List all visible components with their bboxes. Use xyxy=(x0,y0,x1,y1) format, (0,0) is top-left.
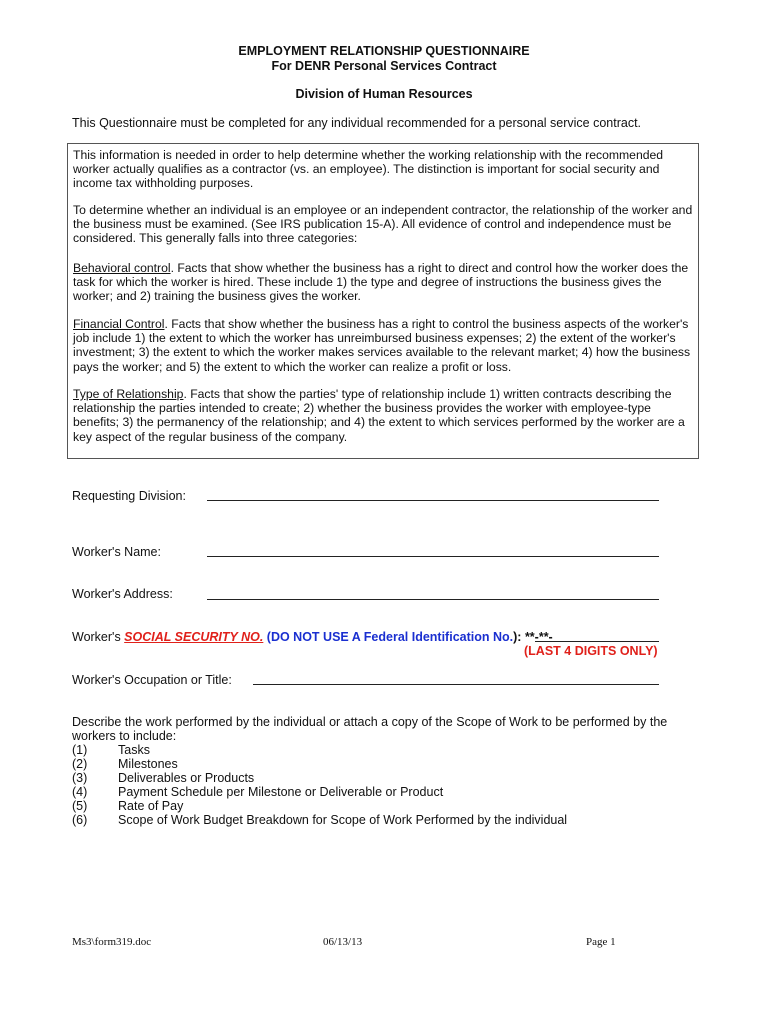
ssn-row xyxy=(72,630,553,644)
list-item-text: Scope of Work Budget Breakdown for Scope of Work Performed by the individual xyxy=(118,813,568,827)
list-item-number: (6) xyxy=(72,813,88,827)
list-item-text: Deliverables or Products xyxy=(118,771,255,785)
ssn-value[interactable]: **-**- xyxy=(524,630,553,644)
behavioral-control-paragraph xyxy=(73,261,697,304)
list-item-text: Milestones xyxy=(118,757,178,771)
occupation-label: Worker's Occupation or Title: xyxy=(72,673,232,687)
workers-name-label: Worker's Name: xyxy=(72,545,161,559)
ssn-last4-note: (LAST 4 DIGITS ONLY) xyxy=(524,644,658,658)
type-of-relationship-text: . Facts that show the parties' type of relationship include 1) written contracts describing the relationship the parties intended to create; 2) whether the business provides the worker with employee-type benefits; 3) the permanency of the relationship; and 4) the extent to which services performed by the worker are a key aspect of the regular business of the company. xyxy=(73,387,685,444)
list-item-number: (3) xyxy=(72,771,88,785)
requesting-division-field[interactable] xyxy=(207,500,659,501)
workers-address-label: Worker's Address: xyxy=(72,587,173,601)
division-heading: Division of Human Resources xyxy=(295,87,473,101)
behavioral-control-heading: Behavioral control xyxy=(73,261,171,275)
behavioral-control-text: . Facts that show whether the business has a right to direct and control how the worker does the task for which the worker is hired. These include 1) the type and degree of instructions the business gives the worker; and 2) training the business gives the worker. xyxy=(73,261,689,304)
workers-name-field[interactable] xyxy=(207,556,659,557)
type-of-relationship-paragraph xyxy=(73,387,697,444)
ssn-field[interactable] xyxy=(535,641,659,642)
intro-text: This Questionnaire must be completed for any individual recommended for a personal service contract. xyxy=(72,116,642,130)
info-paragraph-2: To determine whether an individual is an employee or an independent contractor, the relationship of the worker and the business must be examined. (See IRS publication 15-A). All evidence of control and independence must be considered. This generally falls into three categories: xyxy=(73,203,693,246)
info-paragraph-1: This information is needed in order to help determine whether the working relationship with the recommended worker actually qualifies as a contractor (vs. an employee). The distinction is important for social security and income tax withholding purposes. xyxy=(73,148,664,191)
footer-date: 06/13/13 xyxy=(323,936,363,948)
document-subtitle: For DENR Personal Services Contract xyxy=(271,59,497,73)
type-of-relationship-heading: Type of Relationship xyxy=(73,387,184,401)
requesting-division-label: Requesting Division: xyxy=(72,489,186,503)
document-title: EMPLOYMENT RELATIONSHIP QUESTIONNAIRE xyxy=(238,44,530,58)
workers-address-field[interactable] xyxy=(207,599,659,600)
list-item-text: Payment Schedule per Milestone or Deliverable or Product xyxy=(118,785,444,799)
list-item-number: (4) xyxy=(72,785,88,799)
scope-description: Describe the work performed by the individual or attach a copy of the Scope of Work to be performed by the workers to include: xyxy=(72,715,668,744)
financial-control-paragraph xyxy=(73,317,697,374)
occupation-field[interactable] xyxy=(253,684,659,685)
financial-control-text: . Facts that show whether the business has a right to control the business aspects of the worker's job include 1) the extent to which the worker has unreimbursed business expenses; 2) the extent of the worker's investment; 3) the extent to which the worker makes services available to the relevant market; 4) how the business pays the worker; and 5) the extent to which the worker can realize a profit or loss. xyxy=(73,317,691,374)
ssn-suffix: ): xyxy=(513,630,525,644)
ssn-note: (DO NOT USE A Federal Identification No. xyxy=(263,630,514,644)
ssn-label: SOCIAL SECURITY NO. xyxy=(124,630,264,644)
list-item-number: (1) xyxy=(72,743,88,757)
list-item-number: (5) xyxy=(72,799,88,813)
footer-page-number: Page 1 xyxy=(586,936,616,948)
list-item-text: Rate of Pay xyxy=(118,799,184,813)
list-item-number: (2) xyxy=(72,757,88,771)
footer-filename: Ms3\form319.doc xyxy=(72,936,152,948)
info-box xyxy=(67,143,699,459)
list-item-text: Tasks xyxy=(118,743,150,757)
ssn-prefix: Worker's xyxy=(72,630,125,644)
financial-control-heading: Financial Control xyxy=(73,317,165,331)
